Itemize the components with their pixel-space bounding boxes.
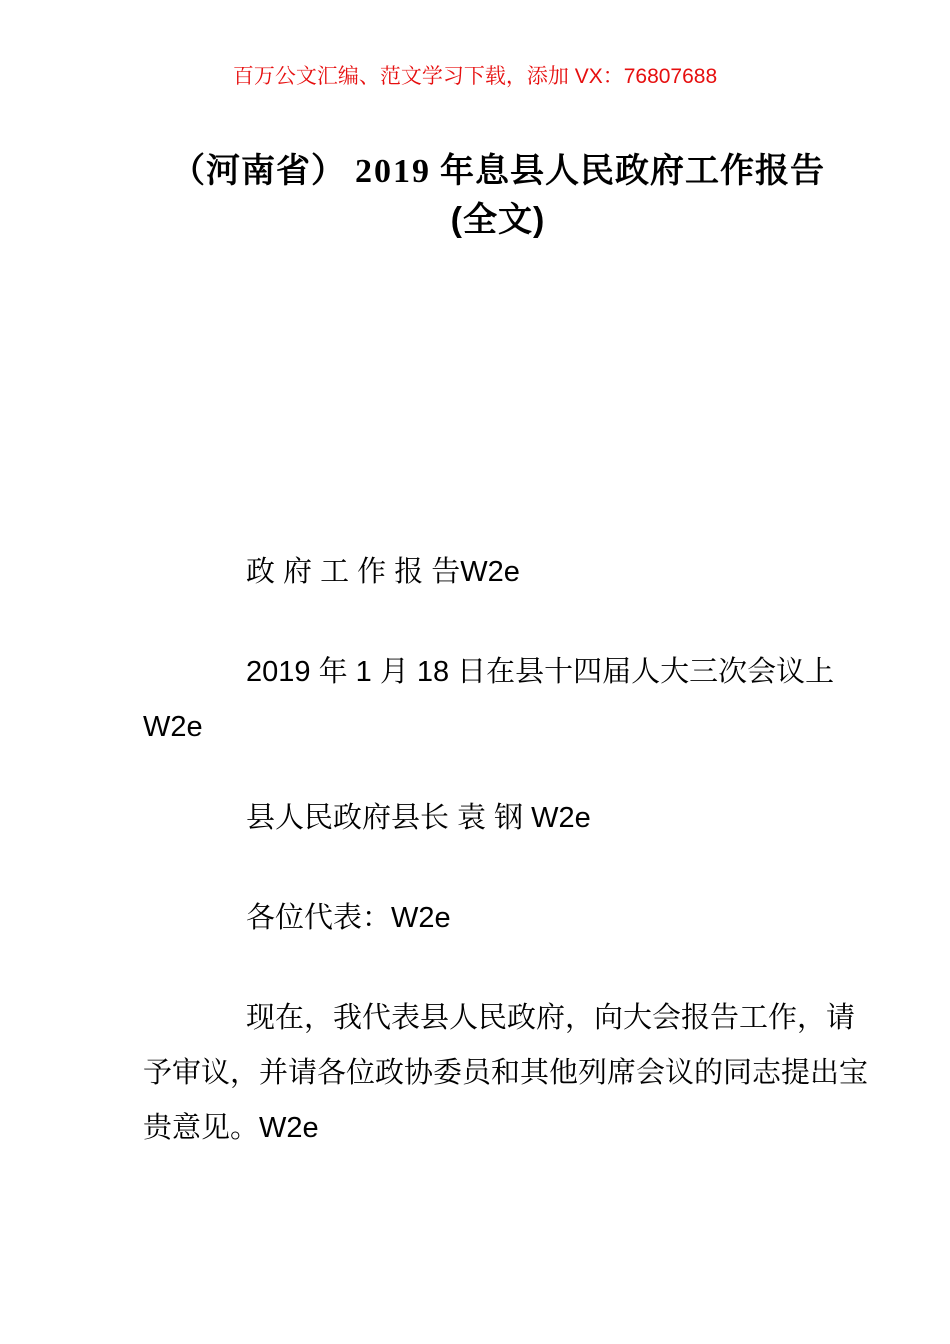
paragraph-line: 现在，我代表县人民政府，向大会报告工作，请	[246, 1002, 856, 1034]
paragraph-date-meeting	[143, 645, 855, 755]
title-line-1	[123, 147, 873, 196]
paragraph-line: 政 府 工 作 报 告W2e	[246, 556, 520, 588]
paragraph-line: 县人民政府县长 袁 钢 W2e	[246, 802, 591, 834]
paragraph-report-heading	[143, 545, 855, 600]
paragraph-county-mayor	[143, 791, 855, 846]
paragraph-line: 各位代表：W2e	[246, 902, 451, 934]
paragraph-line: 2019 年 1 月 18 日在县十四届人大三次会议上	[246, 656, 835, 688]
paragraph-line: W2e	[143, 711, 203, 743]
paragraph-opening-statement	[143, 991, 869, 1156]
title-part-province: （河南省）	[171, 152, 346, 190]
header-notice: 百万公文汇编、范文学习下载，添加 VX：76807688	[232, 65, 718, 88]
title-line-2: (全文)	[450, 201, 546, 239]
document-body	[143, 545, 869, 1201]
paragraph-line: 予审议，并请各位政协委员和其他列席会议的同志提出宝	[143, 1057, 869, 1089]
paragraph-delegates-salutation	[143, 891, 855, 946]
title-part-report: 年息县人民政府工作报告	[440, 152, 825, 190]
document-title	[123, 147, 873, 244]
title-year: 2019	[355, 153, 431, 190]
paragraph-line: 贵意见。W2e	[143, 1112, 319, 1144]
